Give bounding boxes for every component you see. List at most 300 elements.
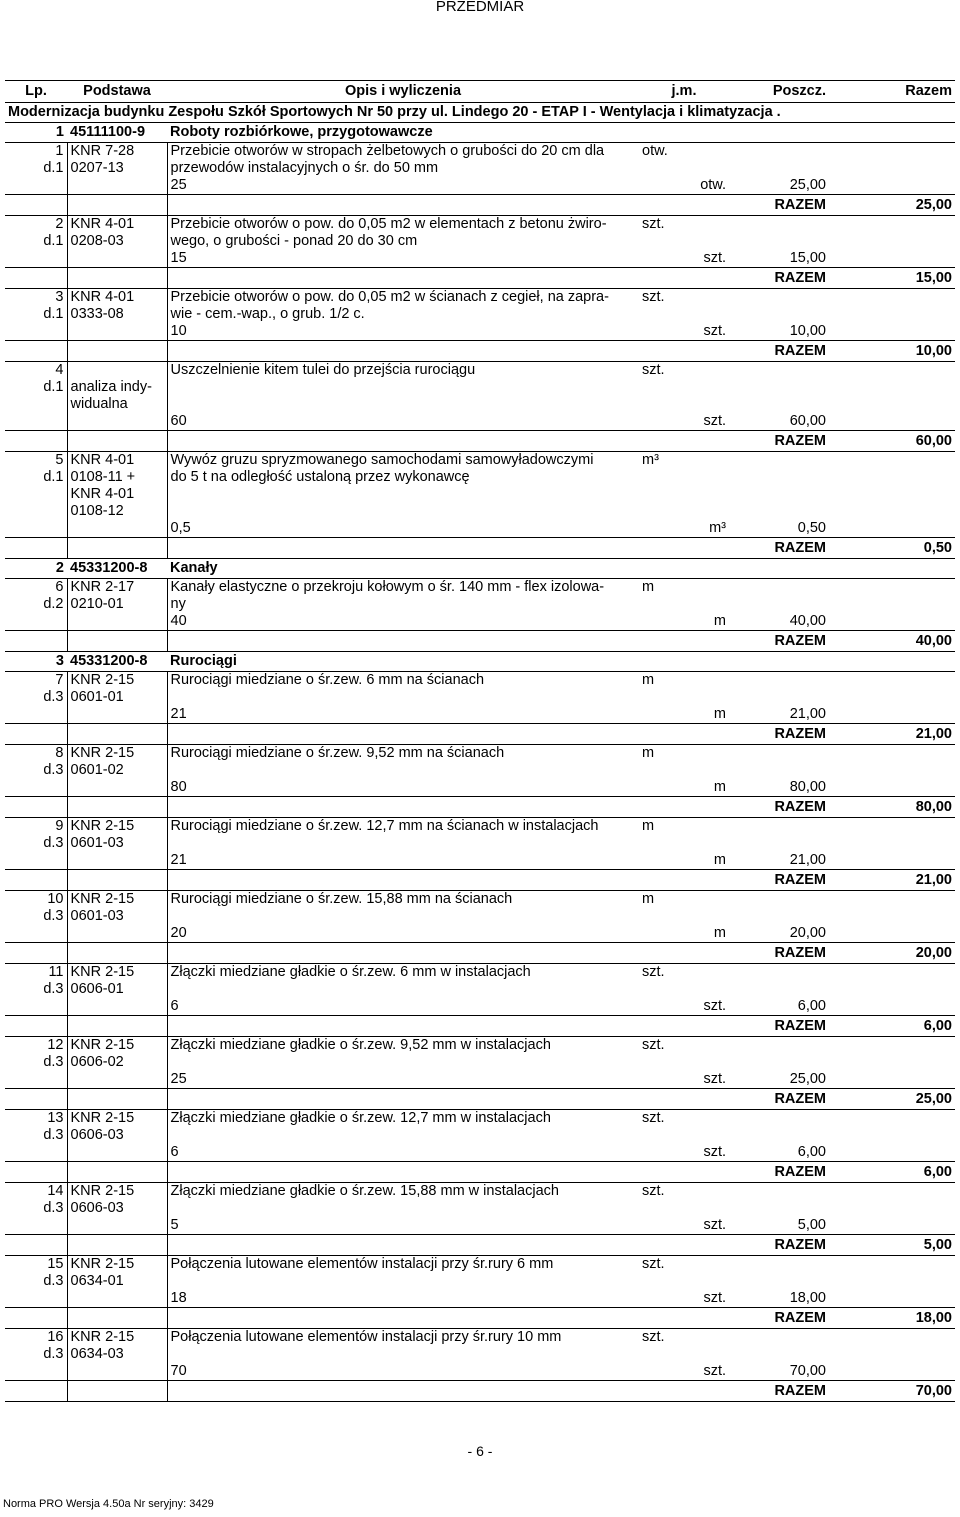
item-description (167, 1346, 639, 1363)
item-empty (729, 1346, 829, 1363)
calc-empty (829, 613, 955, 631)
calc-unit: szt. (703, 250, 726, 266)
item-row (5, 1200, 955, 1217)
calc-unit: m (713, 852, 726, 868)
item-empty (829, 818, 955, 836)
razem-row (5, 797, 955, 818)
item-empty (729, 306, 829, 323)
calc-unit: szt. (703, 1071, 726, 1087)
razem-value: 60,00 (829, 431, 955, 452)
section-code: 45331200-8 (67, 652, 167, 672)
razem-row (5, 1016, 955, 1037)
item-base: 0606-03 (67, 1127, 167, 1144)
calc-quantity: 70,00 (789, 1363, 826, 1379)
razem-value: 20,00 (829, 943, 955, 964)
item-description (167, 1200, 639, 1217)
item-empty (729, 160, 829, 177)
razem-empty (67, 1016, 167, 1037)
razem-empty (5, 1381, 67, 1402)
razem-empty (67, 195, 167, 216)
estimate-table (5, 80, 955, 1402)
item-empty (829, 1273, 955, 1290)
item-empty (729, 1200, 829, 1217)
razem-empty (167, 1016, 639, 1037)
calc-empty (67, 1071, 167, 1089)
item-description (167, 396, 639, 413)
item-base: 0108-12 (67, 503, 167, 520)
item-base: 0601-03 (67, 835, 167, 852)
document-title-row (5, 103, 955, 123)
item-row (5, 160, 955, 177)
item-empty (729, 818, 829, 836)
calc-expression: 70 (170, 1363, 187, 1379)
razem-label: RAZEM (729, 1381, 829, 1402)
calc-empty (829, 413, 955, 431)
item-lp: d.3 (5, 835, 67, 852)
item-empty (829, 1256, 955, 1274)
item-row (5, 1110, 955, 1128)
section-number: 2 (5, 559, 67, 579)
section-code: 45111100-9 (67, 123, 167, 143)
item-base: KNR 2-15 (67, 1037, 167, 1055)
razem-row (5, 1162, 955, 1183)
item-description: Złączki miedziane gładkie o śr.zew. 15,88 mm w instalacjach (170, 1183, 559, 1199)
item-row (5, 745, 955, 763)
razem-value: 25,00 (829, 1089, 955, 1110)
razem-label: RAZEM (729, 341, 829, 362)
item-description (167, 486, 639, 503)
item-empty (729, 379, 829, 396)
item-unit (639, 835, 729, 852)
item-base: KNR 4-01 (67, 486, 167, 503)
razem-empty (67, 1089, 167, 1110)
item-base: KNR 2-15 (67, 672, 167, 690)
section-row (5, 123, 955, 143)
item-unit (639, 981, 729, 998)
calc-quantity: 21,00 (789, 852, 826, 868)
calc-empty (67, 852, 167, 870)
calc-empty (67, 925, 167, 943)
razem-empty (167, 724, 639, 745)
item-description: wie - cem.-wap., o grub. 1/2 c. (170, 306, 365, 322)
item-row (5, 452, 955, 470)
calc-quantity: 25,00 (789, 177, 826, 193)
razem-empty (167, 943, 639, 964)
razem-empty (639, 538, 729, 559)
razem-value: 21,00 (829, 724, 955, 745)
calc-row (5, 1363, 955, 1381)
calc-empty (829, 998, 955, 1016)
item-unit (639, 596, 729, 613)
calc-empty (829, 323, 955, 341)
calc-empty (5, 177, 67, 195)
item-unit: szt. (642, 1037, 665, 1053)
razem-label: RAZEM (729, 943, 829, 964)
calc-unit: otw. (700, 177, 726, 193)
razem-empty (67, 1235, 167, 1256)
item-row (5, 596, 955, 613)
item-unit: m (642, 579, 655, 595)
item-empty (829, 689, 955, 706)
calc-unit: szt. (703, 323, 726, 339)
razem-empty (639, 724, 729, 745)
item-row (5, 1054, 955, 1071)
calc-unit: szt. (703, 1217, 726, 1233)
razem-row (5, 431, 955, 452)
calc-expression: 0,5 (170, 520, 191, 536)
razem-value: 6,00 (829, 1016, 955, 1037)
calc-quantity: 20,00 (789, 925, 826, 941)
calc-empty (67, 1144, 167, 1162)
item-empty (729, 233, 829, 250)
col-lp: Lp. (5, 81, 67, 103)
razem-label: RAZEM (729, 1308, 829, 1329)
item-empty (829, 160, 955, 177)
calc-quantity: 6,00 (797, 1144, 826, 1160)
razem-label: RAZEM (729, 431, 829, 452)
item-row (5, 1127, 955, 1144)
item-empty (829, 379, 955, 396)
item-empty (729, 1127, 829, 1144)
calc-row (5, 852, 955, 870)
item-empty (829, 908, 955, 925)
razem-empty (167, 797, 639, 818)
calc-expression: 25 (170, 177, 187, 193)
item-base: 0601-01 (67, 689, 167, 706)
razem-empty (5, 1089, 67, 1110)
item-lp: d.1 (5, 160, 67, 177)
item-description: wego, o grubości - ponad 20 do 30 cm (170, 233, 418, 249)
razem-empty (5, 341, 67, 362)
razem-empty (167, 1162, 639, 1183)
razem-empty (639, 1162, 729, 1183)
razem-row (5, 1308, 955, 1329)
calc-quantity: 21,00 (789, 706, 826, 722)
item-lp: d.2 (5, 596, 67, 613)
item-empty (829, 289, 955, 307)
calc-row (5, 998, 955, 1016)
item-lp: 3 (5, 289, 67, 307)
item-empty (729, 216, 829, 234)
item-lp: 11 (5, 964, 67, 982)
item-unit: szt. (642, 964, 665, 980)
item-row (5, 891, 955, 909)
razem-label: RAZEM (729, 538, 829, 559)
item-row (5, 503, 955, 520)
calc-empty (67, 998, 167, 1016)
razem-value: 6,00 (829, 1162, 955, 1183)
col-base: Podstawa (67, 81, 167, 103)
item-row (5, 672, 955, 690)
item-empty (829, 143, 955, 161)
item-description: Złączki miedziane gładkie o śr.zew. 6 mm w instalacjach (170, 964, 531, 980)
razem-empty (167, 195, 639, 216)
item-row (5, 1183, 955, 1201)
razem-empty (5, 195, 67, 216)
calc-unit: szt. (703, 1290, 726, 1306)
calc-unit: m (713, 706, 726, 722)
section-title: Rurociągi (167, 652, 955, 672)
razem-row (5, 943, 955, 964)
calc-empty (5, 852, 67, 870)
calc-expression: 40 (170, 613, 187, 629)
item-empty (829, 1127, 955, 1144)
calc-quantity: 6,00 (797, 998, 826, 1014)
item-base: 0108-11 + (67, 469, 167, 486)
item-empty (729, 1329, 829, 1347)
calc-empty (67, 706, 167, 724)
item-lp: d.3 (5, 908, 67, 925)
item-empty (829, 486, 955, 503)
item-base: 0210-01 (67, 596, 167, 613)
calc-empty (67, 520, 167, 538)
razem-empty (639, 631, 729, 652)
item-empty (729, 745, 829, 763)
calc-row (5, 323, 955, 341)
item-empty (729, 486, 829, 503)
calc-empty (829, 779, 955, 797)
razem-label: RAZEM (729, 1089, 829, 1110)
razem-empty (639, 1016, 729, 1037)
item-empty (729, 396, 829, 413)
razem-row (5, 631, 955, 652)
razem-empty (67, 943, 167, 964)
item-description (167, 981, 639, 998)
item-description: Przebicie otworów o pow. do 0,05 m2 w elementach z betonu żwiro- (170, 216, 607, 232)
item-unit (639, 306, 729, 323)
item-base: KNR 4-01 (67, 452, 167, 470)
calc-expression: 25 (170, 1071, 187, 1087)
item-empty (729, 1037, 829, 1055)
calc-unit: szt. (703, 998, 726, 1014)
razem-empty (5, 538, 67, 559)
razem-label: RAZEM (729, 797, 829, 818)
item-lp: 9 (5, 818, 67, 836)
item-row (5, 835, 955, 852)
item-empty (729, 1256, 829, 1274)
item-empty (729, 672, 829, 690)
item-base: KNR 7-28 (67, 143, 167, 161)
item-row (5, 216, 955, 234)
razem-empty (5, 943, 67, 964)
calc-empty (67, 1217, 167, 1235)
item-empty (829, 762, 955, 779)
razem-empty (67, 1162, 167, 1183)
razem-value: 0,50 (829, 538, 955, 559)
item-row (5, 486, 955, 503)
item-unit (639, 1054, 729, 1071)
calc-expression: 6 (170, 998, 179, 1014)
razem-empty (639, 943, 729, 964)
item-empty (829, 362, 955, 380)
section-row (5, 559, 955, 579)
razem-label: RAZEM (729, 870, 829, 891)
item-unit: szt. (642, 289, 665, 305)
calc-empty (5, 613, 67, 631)
item-base: 0634-03 (67, 1346, 167, 1363)
razem-empty (639, 431, 729, 452)
item-base: 0208-03 (67, 233, 167, 250)
item-row (5, 981, 955, 998)
razem-value: 70,00 (829, 1381, 955, 1402)
item-row (5, 818, 955, 836)
item-unit: szt. (642, 1329, 665, 1345)
razem-label: RAZEM (729, 268, 829, 289)
item-row (5, 1346, 955, 1363)
item-base: KNR 2-17 (67, 579, 167, 597)
item-unit (639, 160, 729, 177)
razem-row (5, 1381, 955, 1402)
calc-empty (829, 706, 955, 724)
calc-empty (5, 779, 67, 797)
razem-empty (67, 797, 167, 818)
item-unit: szt. (642, 1110, 665, 1126)
item-lp: 6 (5, 579, 67, 597)
razem-empty (167, 538, 639, 559)
razem-empty (639, 341, 729, 362)
calc-empty (829, 925, 955, 943)
item-empty (829, 233, 955, 250)
item-empty (829, 452, 955, 470)
item-description: Przebicie otworów w stropach żelbetowych o grubości do 20 cm dla (170, 143, 605, 159)
razem-label: RAZEM (729, 195, 829, 216)
item-lp: 14 (5, 1183, 67, 1201)
item-base: 0601-03 (67, 908, 167, 925)
razem-value: 80,00 (829, 797, 955, 818)
item-row (5, 964, 955, 982)
item-description: Wywóz gruzu spryzmowanego samochodami samowyładowczymi (170, 452, 594, 468)
item-row (5, 379, 955, 396)
item-unit (639, 908, 729, 925)
item-empty (729, 143, 829, 161)
razem-row (5, 268, 955, 289)
item-description (167, 379, 639, 396)
item-lp: 7 (5, 672, 67, 690)
razem-empty (5, 431, 67, 452)
calc-empty (829, 520, 955, 538)
calc-expression: 80 (170, 779, 187, 795)
item-description: Złączki miedziane gładkie o śr.zew. 9,52 mm w instalacjach (170, 1037, 551, 1053)
item-lp: 13 (5, 1110, 67, 1128)
item-lp (5, 396, 67, 413)
razem-empty (5, 631, 67, 652)
item-unit: szt. (642, 362, 665, 378)
razem-value: 21,00 (829, 870, 955, 891)
item-row (5, 689, 955, 706)
calc-expression: 6 (170, 1144, 179, 1160)
calc-unit: m (713, 613, 726, 629)
item-row (5, 1256, 955, 1274)
razem-row (5, 195, 955, 216)
item-unit: szt. (642, 1183, 665, 1199)
item-base: 0634-01 (67, 1273, 167, 1290)
razem-empty (5, 724, 67, 745)
item-row (5, 1273, 955, 1290)
item-row (5, 1037, 955, 1055)
calc-empty (829, 1363, 955, 1381)
razem-empty (167, 1089, 639, 1110)
calc-empty (829, 250, 955, 268)
calc-empty (67, 779, 167, 797)
item-description: Rurociągi miedziane o śr.zew. 6 mm na ścianach (170, 672, 485, 688)
item-lp: d.1 (5, 306, 67, 323)
item-base: 0606-03 (67, 1200, 167, 1217)
calc-expression: 21 (170, 852, 187, 868)
calc-expression: 10 (170, 323, 187, 339)
item-unit: m³ (642, 452, 659, 468)
item-description: Rurociągi miedziane o śr.zew. 9,52 mm na ścianach (170, 745, 505, 761)
item-lp: 15 (5, 1256, 67, 1274)
item-unit (639, 503, 729, 520)
razem-row (5, 538, 955, 559)
item-empty (729, 1273, 829, 1290)
razem-label: RAZEM (729, 1016, 829, 1037)
item-unit (639, 486, 729, 503)
item-empty (729, 452, 829, 470)
calc-quantity: 18,00 (789, 1290, 826, 1306)
item-row (5, 1329, 955, 1347)
item-empty (829, 1110, 955, 1128)
razem-empty (639, 870, 729, 891)
item-row (5, 362, 955, 380)
razem-empty (639, 797, 729, 818)
calc-empty (829, 1290, 955, 1308)
item-row (5, 289, 955, 307)
calc-unit: m (713, 925, 726, 941)
razem-empty (5, 870, 67, 891)
calc-empty (829, 1144, 955, 1162)
razem-label: RAZEM (729, 1235, 829, 1256)
item-base: 0333-08 (67, 306, 167, 323)
calc-unit: m (713, 779, 726, 795)
razem-empty (67, 341, 167, 362)
col-qty: Poszcz. (729, 81, 829, 103)
item-empty (729, 1110, 829, 1128)
calc-empty (5, 925, 67, 943)
calc-empty (67, 1363, 167, 1381)
razem-label: RAZEM (729, 1162, 829, 1183)
calc-quantity: 5,00 (797, 1217, 826, 1233)
item-empty (729, 579, 829, 597)
item-base (67, 362, 167, 380)
item-lp: d.3 (5, 1273, 67, 1290)
razem-empty (67, 1308, 167, 1329)
item-unit: otw. (642, 143, 668, 159)
item-lp: d.3 (5, 1346, 67, 1363)
item-empty (829, 745, 955, 763)
item-unit: szt. (642, 1256, 665, 1272)
col-unit: j.m. (639, 81, 729, 103)
calc-expression: 15 (170, 250, 187, 266)
calc-empty (67, 1290, 167, 1308)
calc-row (5, 706, 955, 724)
calc-row (5, 925, 955, 943)
item-unit: m (642, 745, 655, 761)
razem-empty (67, 631, 167, 652)
item-empty (829, 216, 955, 234)
item-empty (829, 1054, 955, 1071)
item-lp: 12 (5, 1037, 67, 1055)
razem-empty (5, 268, 67, 289)
item-unit (639, 689, 729, 706)
razem-empty (167, 631, 639, 652)
section-title: Kanały (167, 559, 955, 579)
calc-row (5, 413, 955, 431)
razem-empty (67, 1381, 167, 1402)
calc-unit: szt. (703, 413, 726, 429)
item-base: 0606-02 (67, 1054, 167, 1071)
item-empty (829, 1037, 955, 1055)
